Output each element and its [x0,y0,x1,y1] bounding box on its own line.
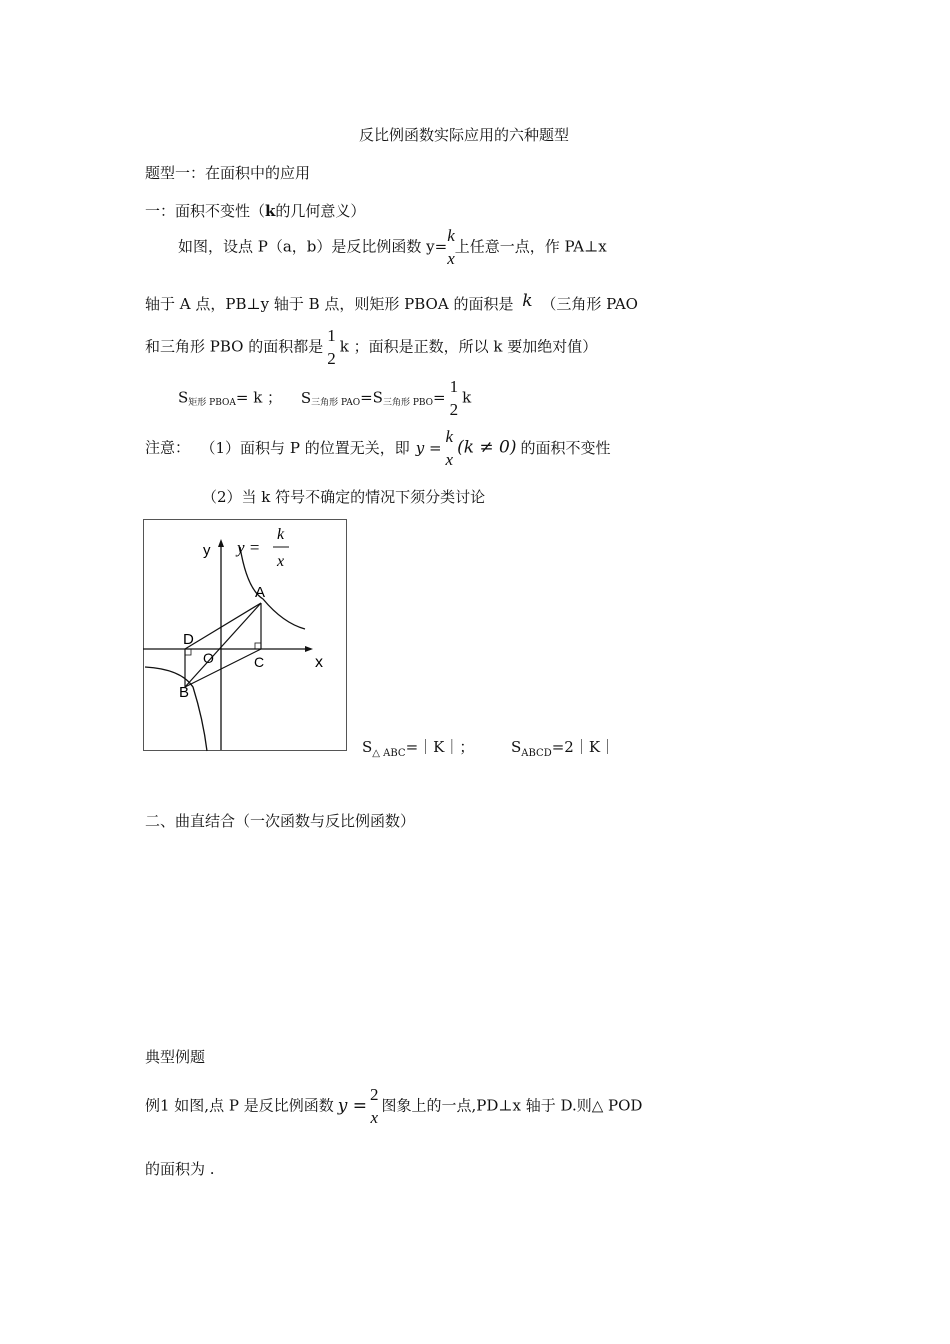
frac-denominator: x [370,1108,378,1127]
type1-heading: 题型一：在面积中的应用 [145,164,311,182]
area-abc [362,736,474,759]
frac-numerator: k [447,226,455,245]
para1-line2-post: （三角形 PAO [541,295,638,313]
label-D: D [183,631,194,648]
hyperbola-figure [143,519,348,752]
area-abc-sub: △ ABC [372,748,406,759]
example1-line2: 的面积为 . [145,1160,215,1178]
page-title: 反比例函数实际应用的六种题型 [359,126,570,144]
para1-line2-k: k [522,291,533,311]
formula-s2-sub: 三角形 PAO [311,398,361,408]
formula-s2: S [300,388,312,407]
para1-line3-post: k ；面积是正数，所以 k 要加绝对值） [339,337,598,356]
para1-line1-pre: 如图，设点 P（a，b）是反比例函数 y= [178,237,448,256]
label-B: B [179,684,190,701]
section1-heading-post: 的几何意义） [275,202,366,220]
frac-numerator: 1 [327,326,336,345]
note-line2: （2）当 k 符号不确定的情况下须分类讨论 [202,488,486,506]
area-formula [178,378,471,418]
graph-eq-x: x [277,553,285,570]
graph-eq-y: y = [237,538,261,557]
formula-s2-eq: =S [360,388,383,407]
graph-eq-k: k [277,526,285,543]
formula-s3-eq: = [433,388,446,407]
note1-condition: (k ≠ 0) [457,437,517,458]
note-label: 注意： [145,438,191,457]
note1-fraction [446,428,454,468]
label-O: O [203,650,214,666]
formula-s1-sub: 矩形 PBOA [188,398,236,408]
note-line1 [145,428,611,468]
section1-heading-k: k [265,202,276,220]
fraction-one-half [327,327,336,367]
area-abc-value: =｜K｜； [405,738,475,756]
fraction-k-over-x [447,227,455,267]
area-abcd-sub: ABCD [521,748,552,759]
example1-pre: 例1 如图,点 P 是反比例函数 [145,1096,334,1115]
frac-denominator: 2 [449,400,459,419]
note1-post: 的面积不变性 [520,438,611,457]
formula-fraction-one-half [450,378,459,418]
frac-numerator: 1 [449,377,459,396]
area-abcd-value: =2｜K｜ [551,738,616,756]
examples-heading: 典型例题 [145,1048,206,1066]
frac-numerator: 2 [369,1085,379,1104]
para1-line1 [178,227,607,267]
frac-denominator: x [445,450,454,469]
para1-line3-pre: 和三角形 PBO 的面积都是 [145,337,324,356]
section2-heading: 二、曲直结合（一次函数与反比例函数） [145,812,416,830]
formula-s1: S [178,388,189,407]
example1-y: y = [337,1095,367,1116]
area-abcd-s: S [511,738,522,756]
frac-denominator: 2 [327,349,336,368]
label-x: x [315,654,323,671]
frac-denominator: x [447,249,455,268]
label-C: C [254,654,265,670]
section1-heading [145,200,365,221]
para1-line1-post: 上任意一点，作 PA⊥x [454,237,607,256]
para1-line2 [145,293,638,314]
example1-line1 [145,1086,642,1126]
note1-y: y = [415,438,442,457]
formula-s1-eq: = k ； [235,388,283,407]
example1-fraction [370,1086,379,1126]
frac-numerator: k [445,427,454,446]
example1-post: 图象上的一点,PD⊥x 轴于 D.则△ POD [381,1096,643,1115]
label-A: A [255,584,266,601]
section1-heading-pre: 一：面积不变性（ [145,202,266,220]
para1-line2-text: 轴于 A 点，PB⊥y 轴于 B 点，则矩形 PBOA 的面积是 [145,295,514,313]
para1-line3 [145,327,597,367]
area-abcd [511,736,615,759]
label-y: y [203,542,211,559]
formula-s3-k: k [462,388,472,407]
formula-s3-sub: 三角形 PBO [382,398,434,408]
area-abc-s: S [362,738,373,756]
note1-pre: （1）面积与 P 的位置无关，即 [208,438,410,457]
